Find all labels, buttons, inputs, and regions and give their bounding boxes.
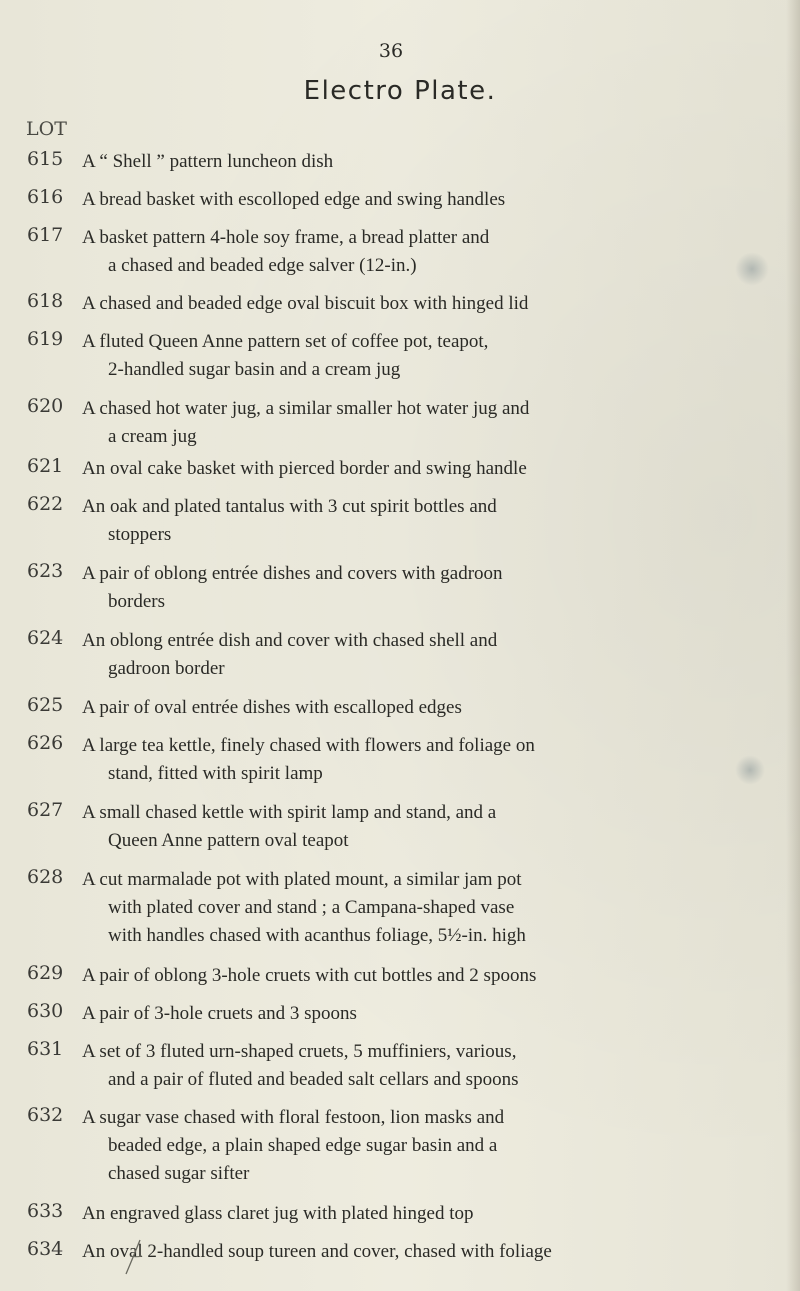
lot-description-line: A pair of oblong 3-hole cruets with cut bottles and 2 spoons: [82, 965, 537, 986]
lot-description-line: a chased and beaded edge salver (12-in.): [108, 255, 417, 276]
lot-column-header: LOT: [26, 118, 67, 140]
lot-description-line: beaded edge, a plain shaped edge sugar basin and a: [108, 1135, 498, 1156]
lot-number: 630: [27, 1000, 64, 1022]
ink-smudge: [735, 755, 765, 785]
lot-description-line: An oval cake basket with pierced border and swing handle: [82, 458, 527, 479]
lot-description-line: A chased and beaded edge oval biscuit box with hinged lid: [82, 293, 529, 314]
lot-number: 628: [27, 866, 64, 888]
lot-description-line: stand, fitted with spirit lamp: [108, 763, 323, 784]
lot-description-line: A pair of 3-hole cruets and 3 spoons: [82, 1003, 357, 1024]
lot-description-line: with handles chased with acanthus foliage, 5½-in. high: [108, 925, 526, 946]
ink-smudge: [735, 252, 769, 286]
page-edge-shadow: [786, 0, 800, 1291]
lot-number: 621: [27, 455, 64, 477]
lot-number: 631: [27, 1038, 64, 1060]
lot-description: [82, 732, 730, 788]
lot-description-line: gadroon border: [108, 658, 225, 679]
lot-description-line: A pair of oblong entrée dishes and covers with gadroon: [82, 563, 503, 584]
lot-number: 616: [27, 186, 64, 208]
lot-description-line: A bread basket with escolloped edge and swing handles: [82, 189, 506, 210]
lot-description-line: a cream jug: [108, 426, 197, 447]
lot-description-line: A fluted Queen Anne pattern set of coffee pot, teapot,: [82, 331, 489, 352]
lot-description-line: A small chased kettle with spirit lamp and stand, and a: [82, 802, 497, 823]
pencil-mark-icon: [118, 1238, 148, 1278]
lot-number: 633: [27, 1200, 64, 1222]
lot-description-line: chased sugar sifter: [108, 1163, 250, 1184]
lot-number: 617: [27, 224, 64, 246]
lot-description-line: 2-handled sugar basin and a cream jug: [108, 359, 401, 380]
lot-number: 620: [27, 395, 64, 417]
lot-number: 619: [27, 328, 64, 350]
lot-description-line: A basket pattern 4-hole soy frame, a bread platter and: [82, 227, 490, 248]
lot-description-line: A set of 3 fluted urn-shaped cruets, 5 muffiniers, various,: [82, 1041, 517, 1062]
lot-number: 626: [27, 732, 64, 754]
lot-description: [82, 1000, 730, 1028]
lot-number: 622: [27, 493, 64, 515]
lot-description-line: A sugar vase chased with floral festoon, lion masks and: [82, 1107, 505, 1128]
lot-description-line: An engraved glass claret jug with plated hinged top: [82, 1203, 474, 1224]
lot-description-line: A “ Shell ” pattern luncheon dish: [82, 151, 334, 172]
lot-description: [82, 455, 730, 483]
lot-description: [82, 627, 730, 683]
lot-description: [82, 186, 730, 214]
lot-description-line: An oblong entrée dish and cover with chased shell and: [82, 630, 498, 651]
lot-description-line: An oak and plated tantalus with 3 cut spirit bottles and: [82, 496, 497, 517]
lot-description-line: An oval 2-handled soup tureen and cover, chased with foliage: [82, 1241, 552, 1262]
lot-description: [82, 694, 730, 722]
lot-description-line: Queen Anne pattern oval teapot: [108, 830, 349, 851]
lot-description-line: A large tea kettle, finely chased with flowers and foliage on: [82, 735, 535, 756]
lot-description: [82, 866, 730, 950]
lot-description: [82, 395, 730, 451]
lot-description: [82, 328, 730, 384]
lot-description: [82, 799, 730, 855]
lot-description-line: A pair of oval entrée dishes with escalloped edges: [82, 697, 462, 718]
lot-description: [82, 1038, 730, 1094]
page-number: 36: [378, 40, 404, 62]
lot-number: 634: [27, 1238, 64, 1260]
lot-description: [82, 148, 730, 176]
lot-number: 627: [27, 799, 64, 821]
lot-number: 625: [27, 694, 64, 716]
lot-description-line: stoppers: [108, 524, 172, 545]
lot-number: 618: [27, 290, 64, 312]
lot-description: [82, 290, 730, 318]
page-title: Electro Plate.: [303, 76, 497, 106]
lot-number: 615: [27, 148, 64, 170]
lot-description: [82, 1200, 730, 1228]
lot-number: 632: [27, 1104, 64, 1126]
lot-description-line: and a pair of fluted and beaded salt cellars and spoons: [108, 1069, 519, 1090]
lot-description: [82, 1238, 730, 1266]
lot-description-line: A cut marmalade pot with plated mount, a similar jam pot: [82, 869, 522, 890]
lot-description: [82, 560, 730, 616]
lot-description-line: with plated cover and stand ; a Campana-shaped vase: [108, 897, 515, 918]
lot-number: 629: [27, 962, 64, 984]
lot-description: [82, 1104, 730, 1188]
lot-number: 624: [27, 627, 64, 649]
lot-description-line: A chased hot water jug, a similar smaller hot water jug and: [82, 398, 530, 419]
lot-description-line: borders: [108, 591, 165, 612]
lot-description: [82, 224, 730, 280]
lot-description: [82, 962, 730, 990]
lot-description: [82, 493, 730, 549]
lot-number: 623: [27, 560, 64, 582]
